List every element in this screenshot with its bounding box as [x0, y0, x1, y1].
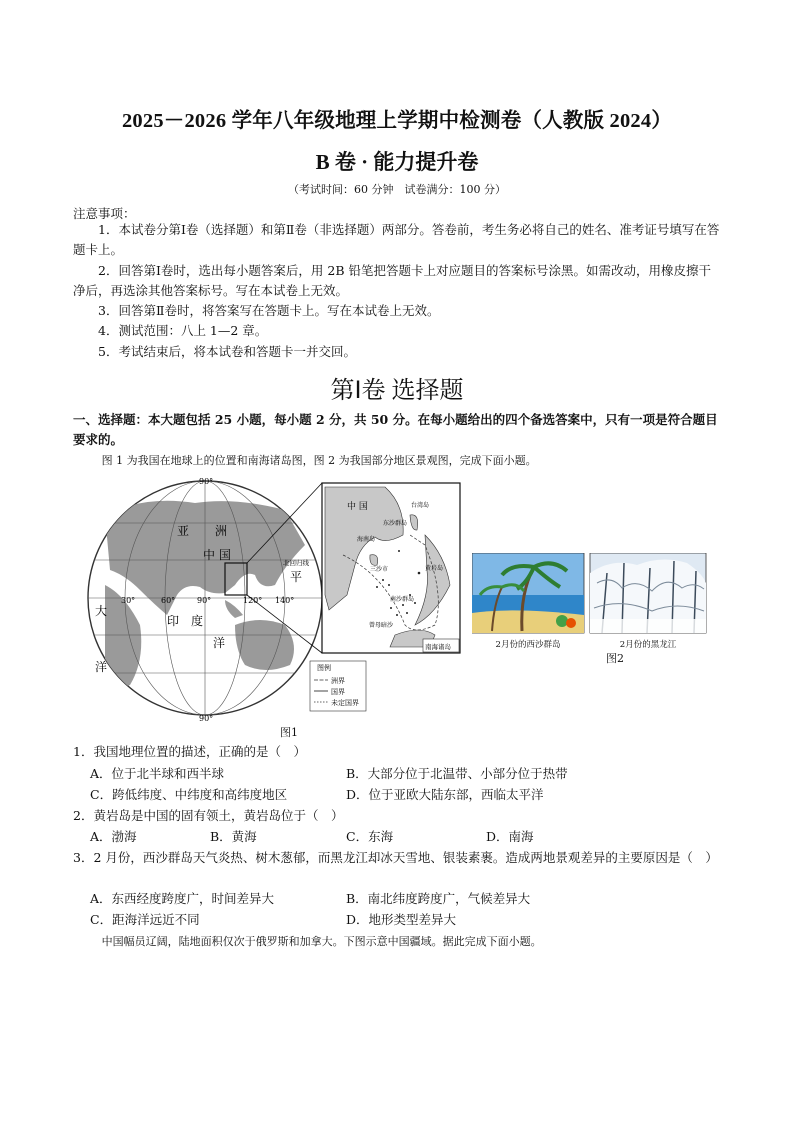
grid-label: 90° [197, 596, 212, 605]
note-item: 1．本试卷分第Ⅰ卷（选择题）和第Ⅱ卷（非选择题）两部分。答卷前，考生务必将自己的姓名、准考证号填写在答题卡上。 [73, 222, 720, 258]
question-1-option: B．大部分位于北温带、小部分位于热带 [346, 766, 568, 781]
part-title: 一、选择题：本大题包括 25 小题，每小题 2 分，共 50 分。在每小题给出的四个备选答案中，只有一项是符合题目要求的。 [73, 412, 718, 447]
heilongjiang-photo [590, 553, 706, 633]
inset-label: 台湾岛 [411, 502, 430, 509]
legend-item: 洲界 [331, 677, 345, 685]
inset-china-label: 中 国 [347, 502, 368, 512]
inset-label: 南沙群岛 [390, 596, 415, 603]
china-label: 中 国 [203, 548, 231, 562]
lat-label: 90° [199, 714, 214, 723]
ocean-label: 大 [95, 604, 108, 618]
notes-heading: 注意事项： [73, 206, 136, 221]
legend-title: 图例 [317, 664, 331, 672]
figure2-label: 图2 [606, 652, 624, 665]
question-1-option: D．位于亚欧大陆东部，西临太平洋 [346, 787, 544, 802]
note-item: 4．测试范围：八上 1—2 章。 [98, 323, 268, 339]
grid-label: 120° [243, 596, 263, 605]
question-2-stem: 2．黄岩岛是中国的固有领土，黄岩岛位于（ ） [73, 808, 344, 823]
note-item: 3．回答第Ⅱ卷时，将答案写在答题卡上。写在本试卷上无效。 [98, 303, 440, 319]
question-3-option: C．距海洋远近不同 [90, 912, 200, 927]
question-intro: 图 1 为我国在地球上的位置和南海诸岛图，图 2 为我国部分地区景观图，完成下面小题。 [101, 454, 537, 467]
note-item: 2．回答第Ⅰ卷时，选出每小题答案后，用 2B 铅笔把答题卡上对应题目的答案标号涂黑。如需改动，用橡皮擦干净后，再选涂其他答案标号。写在本试卷上无效。 [73, 262, 711, 298]
photo-caption: 2月份的西沙群岛 [495, 640, 561, 650]
xisha-photo [472, 553, 584, 633]
section-title: 第Ⅰ卷 选择题 [330, 378, 464, 404]
figure2-photos [472, 553, 708, 635]
question-3-option: B．南北纬度跨度广，气候差异大 [346, 891, 531, 906]
legend-item: 未定国界 [331, 699, 359, 707]
question-2-option: C．东海 [346, 829, 394, 844]
notes-list [73, 220, 723, 362]
inset-label: 三沙市 [370, 566, 389, 573]
question-1-stem: 1．我国地理位置的描述，正确的是（ ） [73, 744, 306, 759]
exam-title: 2025－2026 学年八年级地理上学期中检测卷（人教版 2024） [121, 110, 673, 132]
inset-label: 黄岩岛 [425, 565, 444, 572]
grid-label: 30° [121, 596, 136, 605]
next-intro: 中国幅员辽阔，陆地面积仅次于俄罗斯和加拿大。下图示意中国疆域。据此完成下面小题。 [101, 935, 542, 948]
lat-label: 90° [199, 477, 214, 486]
question-2-option: B．黄海 [210, 829, 257, 844]
exam-meta: （考试时间：60 分钟 试卷满分：100 分） [288, 183, 506, 196]
question-2-option: A．渤海 [90, 829, 137, 844]
ocean-label: 洋 [95, 660, 108, 674]
exam-subtitle: B 卷 · 能力提升卷 [315, 150, 479, 174]
question-1-option: C．跨低纬度、中纬度和高纬度地区 [90, 787, 288, 802]
grid-label: 60° [161, 596, 176, 605]
asia-label: 洲 [215, 524, 228, 538]
inset-label: 海南岛 [357, 536, 376, 543]
figure1-label: 图1 [280, 726, 298, 739]
legend-item: 国界 [331, 688, 345, 696]
grid-label: 140° [275, 596, 295, 605]
ocean-label: 洋 [213, 636, 226, 650]
note-item: 5．考试结束后，将本试卷和答题卡一并交回。 [98, 343, 356, 359]
figure1-map [85, 475, 485, 725]
tropic-label: 北回归线 [283, 559, 309, 567]
question-1-option: A．位于北半球和西半球 [90, 766, 225, 781]
asia-label: 亚 [177, 524, 190, 538]
question-3-option: A．东西经度跨度广，时间差异大 [90, 891, 275, 906]
question-3-stem: 3．2 月份，西沙群岛天气炎热、树木葱郁，而黑龙江却冰天雪地、银装素裹。造成两地景观差异的主要原因是（ ） [73, 850, 718, 865]
ocean-label: 平 [290, 570, 303, 584]
ocean-label: 印 度 [167, 614, 204, 628]
question-2-option: D．南海 [486, 829, 534, 844]
photo-caption: 2月份的黑龙江 [619, 640, 677, 650]
inset-caption: 南海诸岛 [425, 643, 451, 651]
inset-label: 东沙群岛 [383, 520, 408, 527]
question-3-option: D．地形类型差异大 [346, 912, 457, 927]
inset-label: 曾母暗沙 [369, 622, 394, 629]
